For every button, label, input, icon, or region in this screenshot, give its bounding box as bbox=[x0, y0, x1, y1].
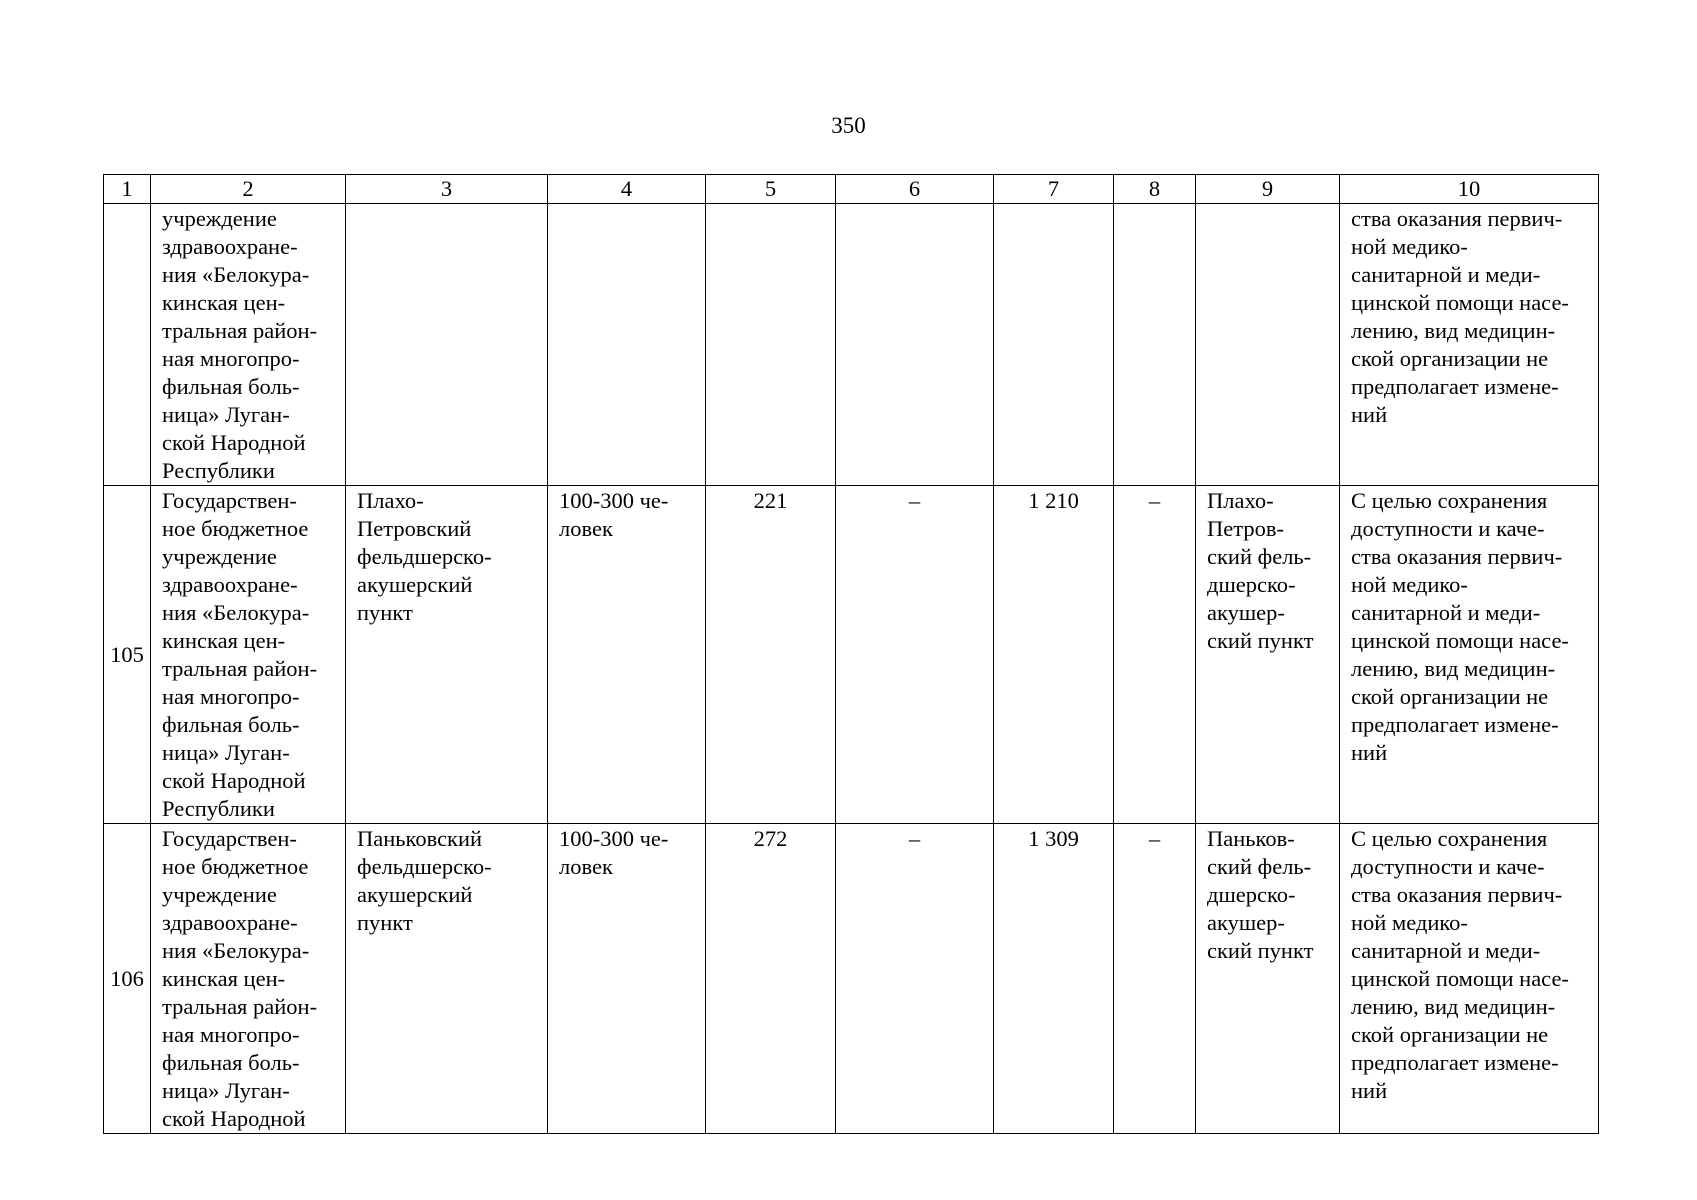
value-cell-5: 221 bbox=[706, 486, 836, 824]
population-range-cell bbox=[548, 824, 706, 1134]
cell-text-line: ния «Белокура- bbox=[162, 938, 310, 963]
value-cell-7: 1 210 bbox=[994, 486, 1114, 824]
cell-text-line: санитарной и меди- bbox=[1351, 600, 1541, 625]
institution-cell bbox=[151, 204, 346, 486]
cell-text-line: Республики bbox=[162, 458, 275, 483]
cell-text-line: доступности и каче- bbox=[1351, 516, 1545, 541]
value-cell-5 bbox=[706, 204, 836, 486]
cell-text-line: акушер- bbox=[1207, 600, 1285, 625]
cell-text-line: ний bbox=[1351, 402, 1388, 427]
cell-text-line: дшерско- bbox=[1207, 882, 1296, 907]
facility-name-cell bbox=[346, 824, 548, 1134]
page-number: 350 bbox=[831, 113, 866, 138]
table-row bbox=[104, 486, 1599, 824]
table-row bbox=[104, 204, 1599, 486]
cell-text-line: ский фель- bbox=[1207, 544, 1312, 569]
cell-text-line: лению, вид медицин- bbox=[1351, 656, 1556, 681]
cell-text-line: 100-300 че- bbox=[559, 826, 669, 851]
cell-text-line: цинской помощи насе- bbox=[1351, 628, 1569, 653]
cell-text-line: ной медико- bbox=[1351, 910, 1468, 935]
cell-text-line: ства оказания первич- bbox=[1351, 544, 1563, 569]
cell-text-line: тральная район- bbox=[162, 656, 318, 681]
cell-text-line: кинская цен- bbox=[162, 628, 286, 653]
cell-text-line: здравоохране- bbox=[162, 234, 298, 259]
cell-text-line: кинская цен- bbox=[162, 290, 286, 315]
cell-text-line: С целью сохранения bbox=[1351, 488, 1548, 513]
cell-text-line: ской организации не bbox=[1351, 684, 1549, 709]
column-header: 9 bbox=[1196, 175, 1340, 204]
cell-text-line: акушерский bbox=[357, 882, 473, 907]
cell-text-line: учреждение bbox=[162, 544, 277, 569]
cell-text-line: акушерский bbox=[357, 572, 473, 597]
new-facility-cell bbox=[1196, 204, 1340, 486]
column-header: 7 bbox=[994, 175, 1114, 204]
registry-table bbox=[103, 174, 1599, 1134]
cell-text-line: Паньков- bbox=[1207, 826, 1295, 851]
column-header: 4 bbox=[548, 175, 706, 204]
cell-text-line: санитарной и меди- bbox=[1351, 938, 1541, 963]
cell-text-line: С целью сохранения bbox=[1351, 826, 1548, 851]
cell-text-line: учреждение bbox=[162, 206, 277, 231]
cell-text-line: ное бюджетное bbox=[162, 516, 309, 541]
cell-text-line: ской Народной bbox=[162, 430, 306, 455]
value-cell-5: 272 bbox=[706, 824, 836, 1134]
facility-name-cell bbox=[346, 204, 548, 486]
new-facility-cell bbox=[1196, 486, 1340, 824]
cell-text-line: ная многопро- bbox=[162, 684, 300, 709]
table-row bbox=[104, 824, 1599, 1134]
column-header: 3 bbox=[346, 175, 548, 204]
cell-text-line: Республики bbox=[162, 796, 275, 821]
population-range-cell bbox=[548, 486, 706, 824]
cell-text-line: ской организации не bbox=[1351, 346, 1549, 371]
cell-text-line: ской Народной bbox=[162, 768, 306, 793]
institution-cell bbox=[151, 824, 346, 1134]
cell-text-line: акушер- bbox=[1207, 910, 1285, 935]
cell-text-line: ница» Луган- bbox=[162, 1078, 290, 1103]
cell-text-line: тральная район- bbox=[162, 994, 318, 1019]
cell-text-line: предполагает измене- bbox=[1351, 374, 1559, 399]
cell-text-line: фильная боль- bbox=[162, 712, 300, 737]
cell-text-line: цинской помощи насе- bbox=[1351, 290, 1569, 315]
cell-text-line: ской Народной bbox=[162, 1106, 306, 1131]
cell-text-line: Плахо- bbox=[1207, 488, 1274, 513]
cell-text-line: Паньковский bbox=[357, 826, 483, 851]
row-number-cell: 106 bbox=[104, 824, 151, 1134]
cell-text-line: здравоохране- bbox=[162, 910, 298, 935]
justification-cell bbox=[1340, 486, 1599, 824]
value-cell-8: – bbox=[1114, 486, 1196, 824]
column-number-row bbox=[104, 175, 1599, 204]
facility-name-cell bbox=[346, 486, 548, 824]
cell-text-line: санитарной и меди- bbox=[1351, 262, 1541, 287]
cell-text-line: Плахо- bbox=[357, 488, 424, 513]
value-cell-8: – bbox=[1114, 824, 1196, 1134]
value-cell-7: 1 309 bbox=[994, 824, 1114, 1134]
cell-text-line: кинская цен- bbox=[162, 966, 286, 991]
value-cell-6 bbox=[836, 204, 994, 486]
cell-text-line: Петров- bbox=[1207, 516, 1284, 541]
cell-text-line: ский пункт bbox=[1207, 938, 1314, 963]
column-header: 1 bbox=[104, 175, 151, 204]
cell-text-line: пункт bbox=[357, 910, 413, 935]
justification-cell bbox=[1340, 824, 1599, 1134]
cell-text-line: предполагает измене- bbox=[1351, 712, 1559, 737]
row-number-cell: 105 bbox=[104, 486, 151, 824]
justification-cell bbox=[1340, 204, 1599, 486]
population-range-cell bbox=[548, 204, 706, 486]
cell-text-line: ная многопро- bbox=[162, 346, 300, 371]
cell-text-line: фильная боль- bbox=[162, 1050, 300, 1075]
cell-text-line: тральная район- bbox=[162, 318, 318, 343]
column-header: 8 bbox=[1114, 175, 1196, 204]
cell-text-line: ской организации не bbox=[1351, 1022, 1549, 1047]
cell-text-line: фильная боль- bbox=[162, 374, 300, 399]
cell-text-line: цинской помощи насе- bbox=[1351, 966, 1569, 991]
value-cell-6: – bbox=[836, 824, 994, 1134]
cell-text-line: дшерско- bbox=[1207, 572, 1296, 597]
cell-text-line: ний bbox=[1351, 1078, 1388, 1103]
value-cell-7 bbox=[994, 204, 1114, 486]
institution-cell bbox=[151, 486, 346, 824]
cell-text-line: ский фель- bbox=[1207, 854, 1312, 879]
cell-text-line: пункт bbox=[357, 600, 413, 625]
cell-text-line: ница» Луган- bbox=[162, 402, 290, 427]
cell-text-line: ний bbox=[1351, 740, 1388, 765]
cell-text-line: предполагает измене- bbox=[1351, 1050, 1559, 1075]
column-header: 10 bbox=[1340, 175, 1599, 204]
cell-text-line: ства оказания первич- bbox=[1351, 882, 1563, 907]
cell-text-line: ной медико- bbox=[1351, 572, 1468, 597]
cell-text-line: лению, вид медицин- bbox=[1351, 994, 1556, 1019]
cell-text-line: лению, вид медицин- bbox=[1351, 318, 1556, 343]
cell-text-line: 100-300 че- bbox=[559, 488, 669, 513]
cell-text-line: Петровский bbox=[357, 516, 472, 541]
cell-text-line: ния «Белокура- bbox=[162, 262, 310, 287]
cell-text-line: фельдшерско- bbox=[357, 854, 492, 879]
cell-text-line: ная многопро- bbox=[162, 1022, 300, 1047]
value-cell-6: – bbox=[836, 486, 994, 824]
cell-text-line: фельдшерско- bbox=[357, 544, 492, 569]
cell-text-line: ловек bbox=[559, 854, 613, 879]
column-header: 5 bbox=[706, 175, 836, 204]
cell-text-line: ной медико- bbox=[1351, 234, 1468, 259]
cell-text-line: ное бюджетное bbox=[162, 854, 309, 879]
cell-text-line: ловек bbox=[559, 516, 613, 541]
new-facility-cell bbox=[1196, 824, 1340, 1134]
column-header: 2 bbox=[151, 175, 346, 204]
cell-text-line: учреждение bbox=[162, 882, 277, 907]
cell-text-line: Государствен- bbox=[162, 488, 297, 513]
cell-text-line: ства оказания первич- bbox=[1351, 206, 1563, 231]
cell-text-line: доступности и каче- bbox=[1351, 854, 1545, 879]
cell-text-line: ский пункт bbox=[1207, 628, 1314, 653]
cell-text-line: здравоохране- bbox=[162, 572, 298, 597]
value-cell-8 bbox=[1114, 204, 1196, 486]
row-number-cell bbox=[104, 204, 151, 486]
cell-text-line: Государствен- bbox=[162, 826, 297, 851]
column-header: 6 bbox=[836, 175, 994, 204]
cell-text-line: ница» Луган- bbox=[162, 740, 290, 765]
cell-text-line: ния «Белокура- bbox=[162, 600, 310, 625]
